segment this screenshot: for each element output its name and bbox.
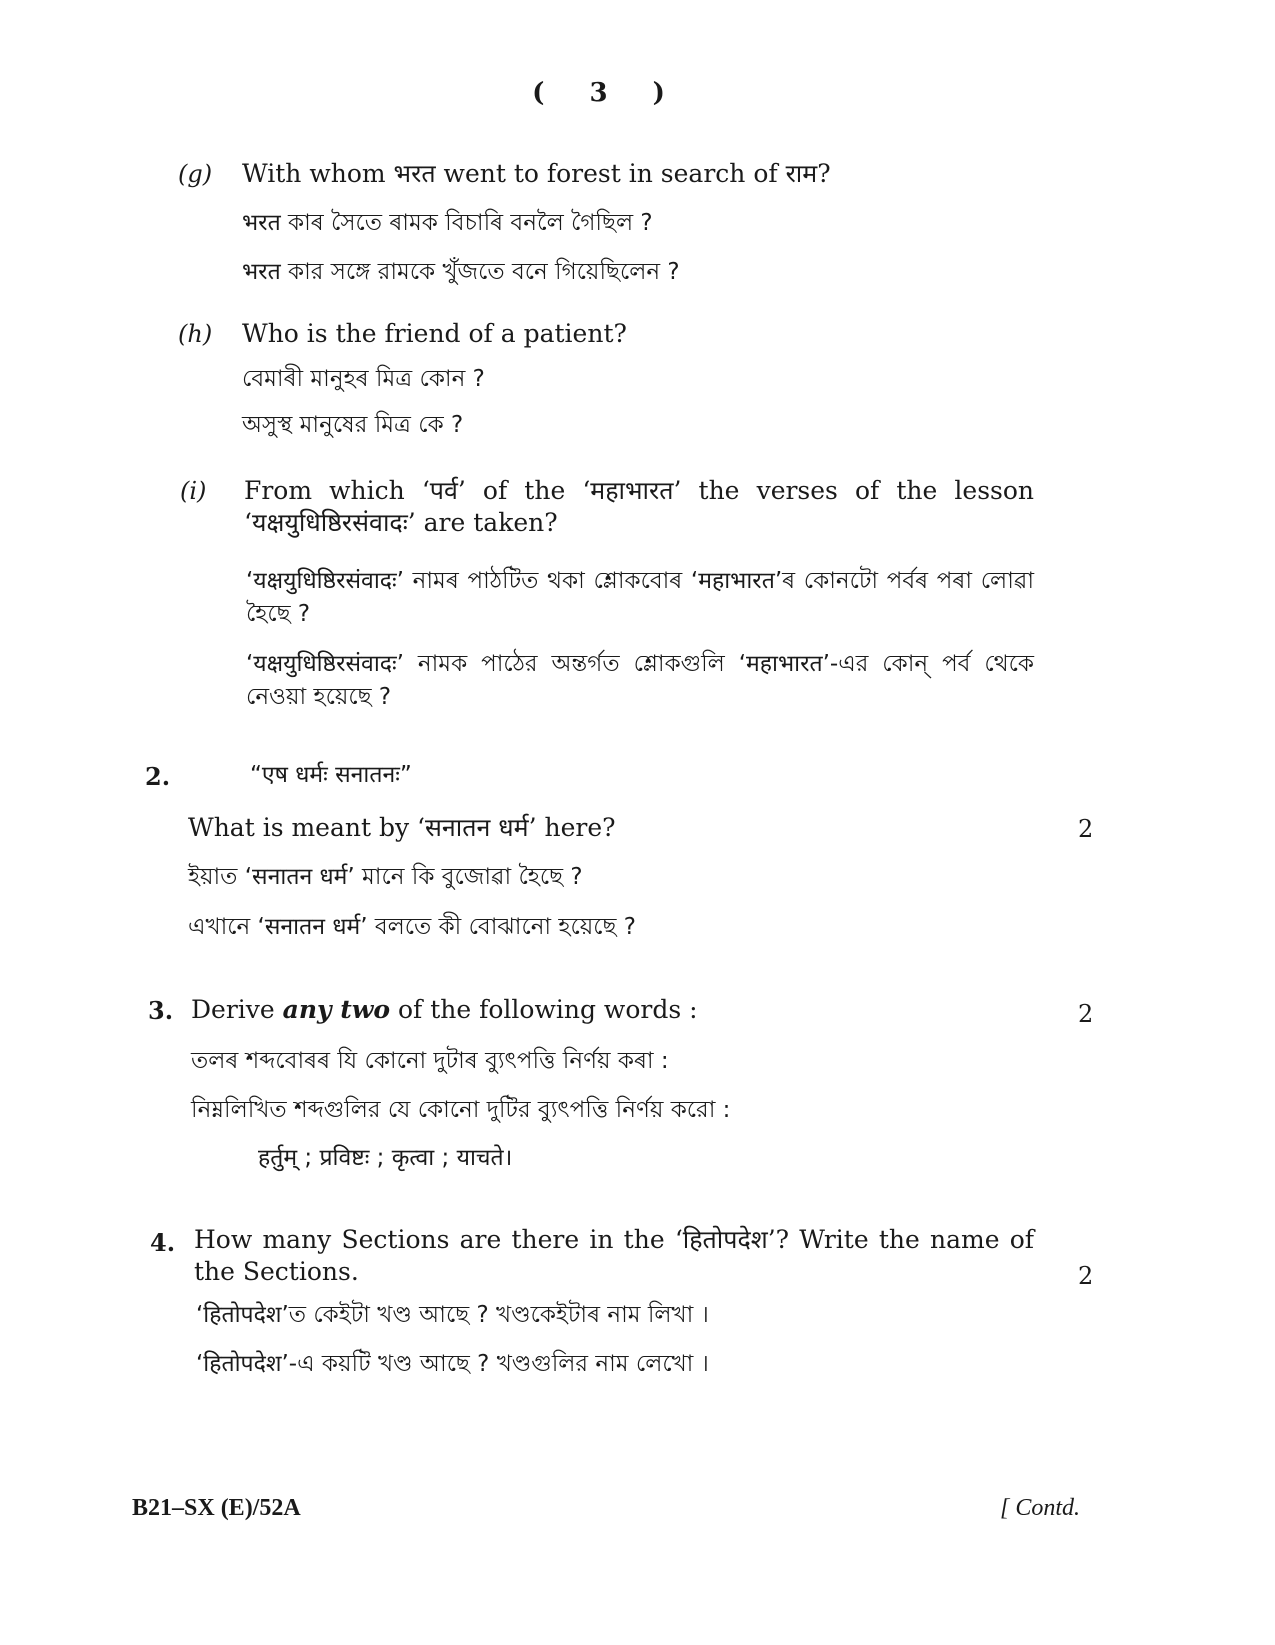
q4-marks: 2 bbox=[1078, 1262, 1094, 1290]
q1h-label: (h) bbox=[178, 320, 213, 348]
q3-words: हर्तुम् ; प्रविष्टः ; कृत्वा ; याचते। bbox=[258, 1145, 513, 1171]
q1i-assamese: ‘यक्षयुधिष्ठिरसंवादः’ নামৰ পাঠটিত থকা শ্লোকবোৰ ‘महाभारत’ৰ কোনটো পৰ্বৰ পৰা লোৱা হৈছে ? bbox=[246, 568, 1034, 627]
q4-bengali: ‘हितोपदेश’-এ কয়টি খণ্ড আছে ? খণ্ডগুলির নাম লেখো । bbox=[196, 1351, 709, 1377]
q1i-label: (i) bbox=[180, 477, 207, 505]
q2-marks: 2 bbox=[1078, 815, 1094, 843]
q4-english: How many Sections are there in the ‘हितोपदेश’? Write the name of the Sections. bbox=[194, 1225, 1034, 1286]
q3-bengali: নিম্নলিখিত শব্দগুলির যে কোনো দুটির ব্যুৎপত্তি নির্ণয় করো : bbox=[191, 1097, 731, 1123]
q1g-assamese: भरत কাৰ সৈতে ৰামক বিচাৰি বনলৈ গৈছিল ? bbox=[242, 210, 653, 236]
q3-english-after: of the following words : bbox=[397, 995, 698, 1024]
q1i-bengali: ‘यक्षयुधिष्ठिरसंवादः’ নামক পাঠের অন্তর্গত শ্লোকগুলি ‘महाभारत’-এর কোন্ পর্ব থেকে নেওয়া হয়েছে ? bbox=[246, 651, 1034, 710]
page-number: ( 3 ) bbox=[532, 78, 683, 108]
q1g-bengali: भरत কার সঙ্গে রামকে খুঁজতে বনে গিয়েছিলেন ? bbox=[242, 259, 680, 285]
q1i-english: From which ‘पर्व’ of the ‘महाभारत’ the verses of the lesson ‘यक्षयुधिष्ठिरसंवादः’ are taken? bbox=[244, 476, 1034, 537]
q3-assamese: তলৰ শব্দবোৰৰ যি কোনো দুটাৰ ব্যুৎপত্তি নিৰ্ণয় কৰা : bbox=[191, 1048, 669, 1074]
q4-assamese: ‘हितोपदेश’ত কেইটা খণ্ড আছে ? খণ্ডকেইটাৰ নাম লিখা । bbox=[196, 1302, 709, 1328]
q3-english bbox=[191, 994, 698, 1026]
q1g-english: With whom भरत went to forest in search of राम? bbox=[242, 159, 831, 188]
q3-english-before: Derive bbox=[191, 995, 275, 1024]
q2-assamese: ইয়াত ‘सनातन धर्म’ মানে কি বুজোৱা হৈছে ? bbox=[188, 864, 583, 890]
q2-number: 2. bbox=[145, 762, 171, 791]
q1h-assamese: বেমাৰী মানুহৰ মিত্ৰ কোন ? bbox=[242, 366, 485, 392]
q2-quote: “एष धर्मः सनातनः” bbox=[250, 762, 412, 788]
q2-bengali: এখানে ‘सनातन धर्म’ বলতে কী বোঝানো হয়েছে ? bbox=[188, 914, 636, 940]
q3-number: 3. bbox=[148, 996, 174, 1025]
continued-note: [ Contd. bbox=[1000, 1495, 1081, 1521]
q1h-bengali: অসুস্থ মানুষের মিত্র কে ? bbox=[242, 412, 464, 438]
paper-code: B21–SX (E)/52A bbox=[132, 1495, 301, 1521]
q2-english: What is meant by ‘सनातन धर्म’ here? bbox=[188, 813, 616, 842]
q3-marks: 2 bbox=[1078, 1000, 1094, 1028]
q3-english-emphasis: any two bbox=[282, 995, 391, 1024]
q4-number: 4. bbox=[150, 1228, 176, 1257]
q1h-english: Who is the friend of a patient? bbox=[242, 319, 627, 348]
q1g-label: (g) bbox=[178, 160, 213, 188]
